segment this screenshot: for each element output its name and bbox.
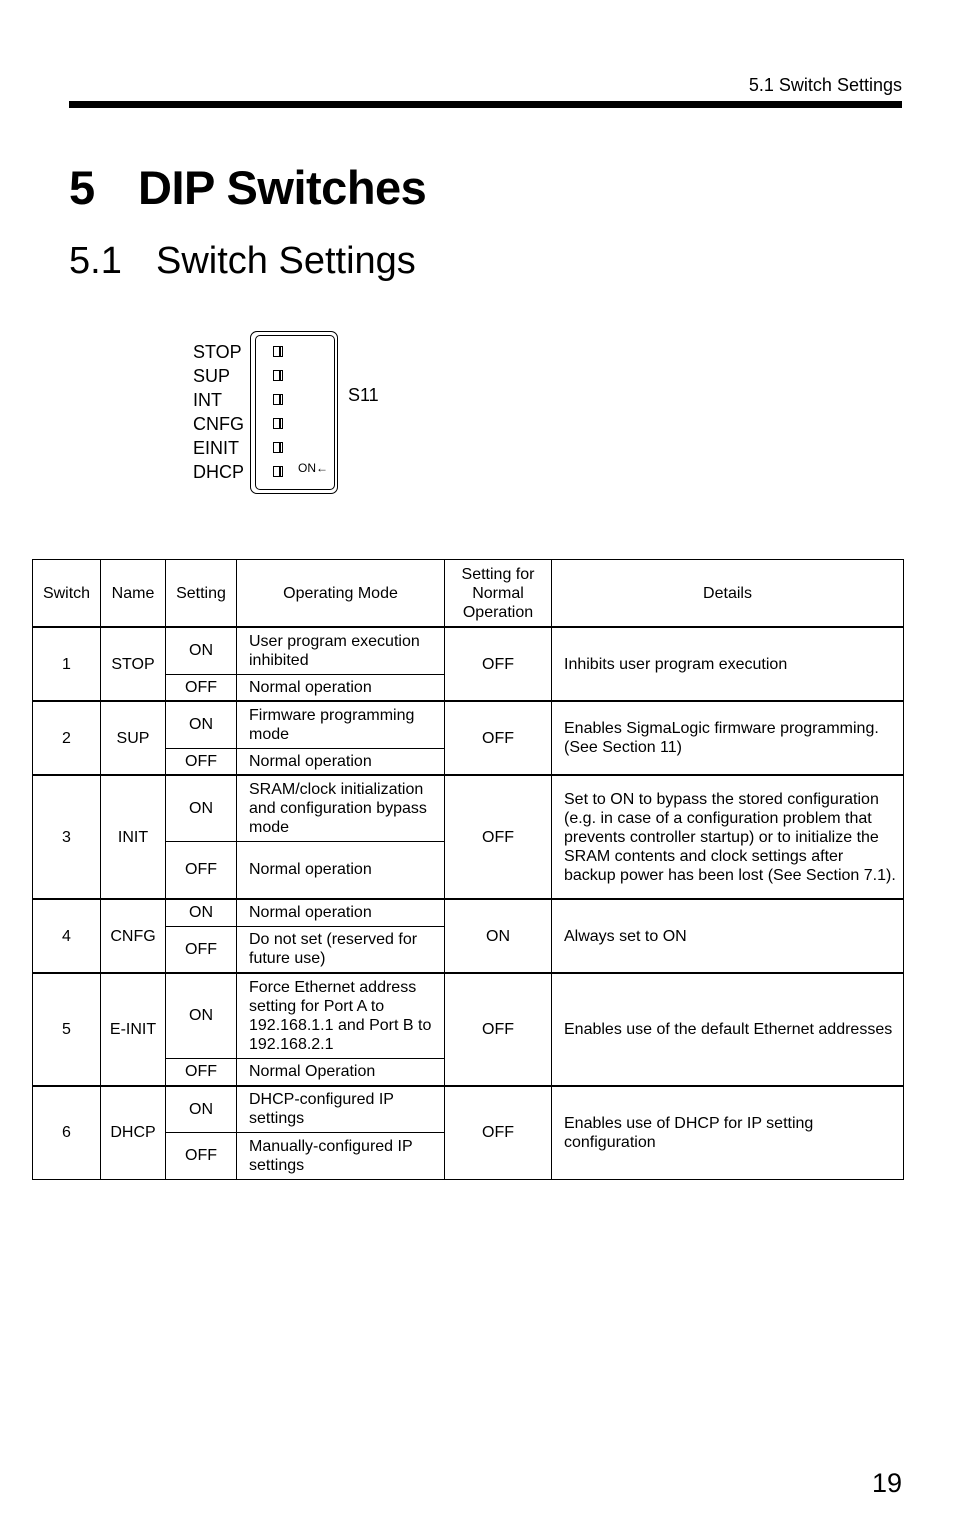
cell-details: Enables use of the default Ethernet addresses [552,973,904,1086]
dip-label-cnfg: CNFG [193,414,244,434]
cell-name: INIT [101,775,166,899]
cell-mode-on: DHCP-configured IP settings [237,1086,445,1132]
cell-normal: OFF [445,701,552,775]
header-details: Details [552,560,904,628]
dip-slot-6 [273,466,283,477]
chapter-title [69,160,426,215]
header-switch: Switch [33,560,101,628]
cell-name: SUP [101,701,166,775]
section-title [69,240,416,283]
cell-mode-off: Do not set (reserved for future use) [237,926,445,973]
dip-label-einit: EINIT [193,438,240,458]
cell-setting-on: ON [166,1086,237,1132]
cell-details: Enables use of DHCP for IP setting configuration [552,1086,904,1179]
cell-normal: OFF [445,1086,552,1179]
cell-details: Always set to ON [552,899,904,973]
cell-mode-off: Normal operation [237,674,445,701]
cell-setting-on: ON [166,899,237,926]
switch-settings-table [32,559,904,1180]
table-row [33,973,904,1058]
cell-details: Inhibits user program execution [552,627,904,701]
header-rule [69,101,902,108]
cell-name: CNFG [101,899,166,973]
cell-name: DHCP [101,1086,166,1179]
cell-mode-on: Force Ethernet address setting for Port A to 192.168.1.1 and Port B to 192.168.2.1 [237,973,445,1058]
header-operating-mode: Operating Mode [237,560,445,628]
cell-setting-off: OFF [166,926,237,973]
table-row [33,899,904,926]
cell-normal: ON [445,899,552,973]
cell-normal: OFF [445,775,552,899]
cell-normal: OFF [445,627,552,701]
cell-details: Enables SigmaLogic firmware programming. (See Section 11) [552,701,904,775]
section-number: 5.1 [69,240,122,282]
table-row [33,701,904,748]
on-label: ON [298,461,316,475]
chapter-number: 5 [69,161,95,214]
dip-label-dhcp: DHCP [193,462,245,482]
dip-slot-4 [273,418,283,429]
table-header-row [33,560,904,628]
cell-setting-on: ON [166,973,237,1058]
cell-mode-on: Normal operation [237,899,445,926]
on-indicator [298,461,328,475]
left-arrow-icon: ← [316,461,328,475]
dip-switch-diagram [190,330,400,496]
cell-switch: 5 [33,973,101,1086]
cell-name: STOP [101,627,166,701]
chapter-title-text: DIP Switches [138,161,427,214]
cell-switch: 6 [33,1086,101,1179]
dip-slot-5 [273,442,283,453]
cell-switch: 1 [33,627,101,701]
dip-label-sup: SUP [193,366,231,386]
dip-slot-3 [273,394,283,405]
header-setting: Setting [166,560,237,628]
cell-switch: 3 [33,775,101,899]
section-title-text: Switch Settings [156,240,416,282]
cell-mode-off: Normal operation [237,841,445,899]
page-number: 19 [871,1468,902,1498]
cell-mode-off: Normal operation [237,748,445,775]
cell-setting-off: OFF [166,748,237,775]
cell-setting-off: OFF [166,1058,237,1086]
switch-id-label: S11 [348,385,379,405]
dip-label-int: INT [193,390,222,410]
cell-mode-off: Manually-configured IP settings [237,1132,445,1179]
cell-setting-off: OFF [166,841,237,899]
cell-switch: 2 [33,701,101,775]
cell-mode-off: Normal Operation [237,1058,445,1086]
table-row [33,1086,904,1132]
header-normal-setting: Setting for Normal Operation [445,560,552,628]
cell-switch: 4 [33,899,101,973]
cell-setting-off: OFF [166,1132,237,1179]
dip-slot-1 [273,346,283,357]
cell-setting-on: ON [166,627,237,674]
cell-mode-on: Firmware programming mode [237,701,445,748]
cell-setting-off: OFF [166,674,237,701]
cell-mode-on: SRAM/clock initialization and configuration bypass mode [237,775,445,841]
cell-name: E-INIT [101,973,166,1086]
running-head: 5.1 Switch Settings [748,75,902,95]
table-row [33,627,904,674]
header-name: Name [101,560,166,628]
dip-label-stop: STOP [193,342,242,362]
cell-setting-on: ON [166,701,237,748]
dip-slot-2 [273,370,283,381]
cell-setting-on: ON [166,775,237,841]
cell-normal: OFF [445,973,552,1086]
cell-mode-on: User program execution inhibited [237,627,445,674]
dip-switch-labels [193,340,244,484]
table-row [33,775,904,841]
cell-details: Set to ON to bypass the stored configuration (e.g. in case of a configuration problem that prevents controller startup) or to initialize the SRAM contents and clock settings after backup power has been lost (See Section 7.1). [552,775,904,899]
